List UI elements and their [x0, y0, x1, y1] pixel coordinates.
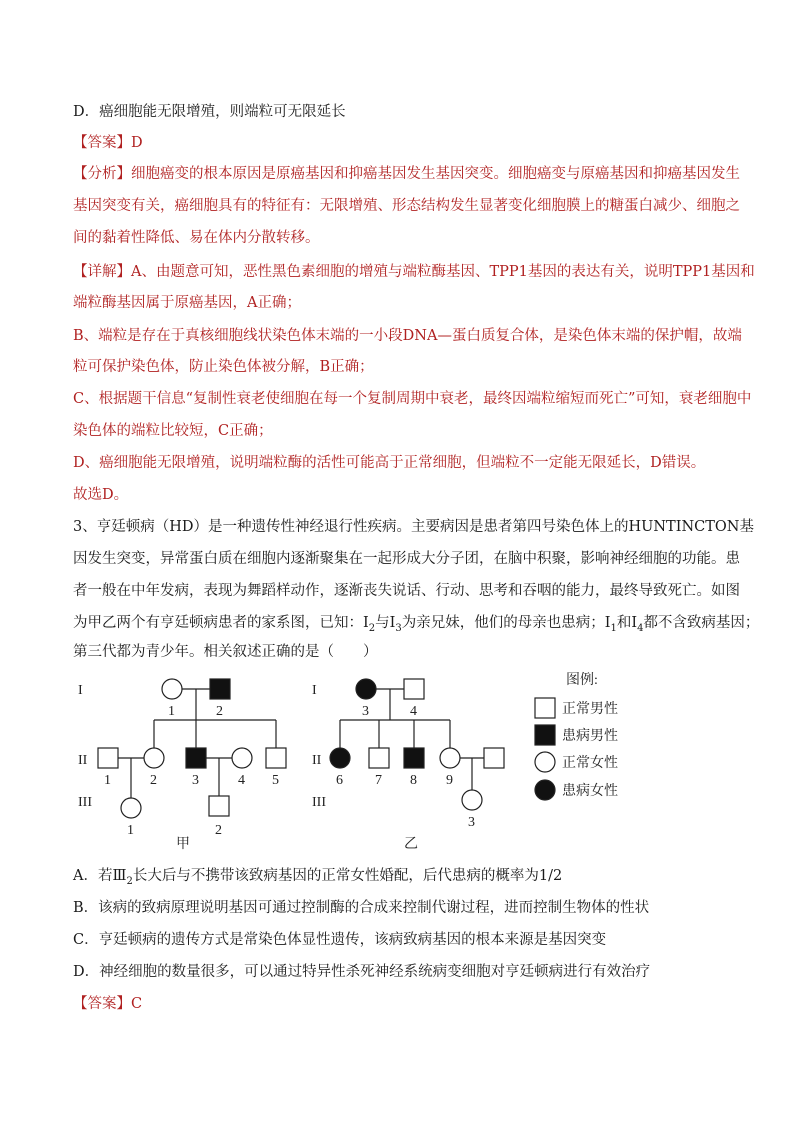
conclusion: 故选D。: [73, 487, 129, 503]
question-line-5: 第三代都为青少年。相关叙述正确的是（ ）: [73, 644, 378, 660]
yi-III3-label: 3: [468, 815, 475, 830]
yi-II6-label: 6: [336, 773, 343, 788]
legend-normal-female: 正常女性: [562, 756, 618, 771]
question-line-1: 3、亨廷顿病（HD）是一种遗传性神经退行性疾病。主要病因是患者第四号染色体上的HUNTINCTON基: [73, 519, 754, 535]
analysis-line-2: 基因突变有关，癌细胞具有的特征有：无限增殖、形态结构发生显著变化细胞膜上的糖蛋白减少、细胞之: [73, 198, 740, 214]
jia-II3-affected-male: [186, 748, 206, 768]
yi-gen-I: I: [312, 683, 317, 698]
q4-part: 为亲兄妹，他们的母亲也患病；I: [401, 615, 611, 631]
q4-part: 为甲乙两个有亨廷顿病患者的家系图，已知：I: [73, 615, 369, 631]
jia-II2-normal-female: [144, 748, 164, 768]
yi-II8-label: 8: [410, 773, 417, 788]
q4-sub: 1: [610, 622, 617, 634]
jia-II1-label: 1: [104, 773, 111, 788]
detail-tag: 【详解】: [73, 264, 131, 280]
yi-II7-normal-male: [369, 748, 389, 768]
jia-gen-III: III: [78, 795, 92, 810]
detail-text: A、由题意可知，恶性黑色素细胞的增殖与端粒酶基因、TPP1基因的表达有关，说明TPP1基因和: [131, 264, 755, 280]
jia-I1-normal-female: [162, 679, 182, 699]
option-c: C．亨廷顿病的遗传方式是常染色体显性遗传，该病致病基因的根本来源是基因突变: [73, 932, 607, 948]
legend-normal-male: 正常男性: [562, 702, 618, 717]
jia-III1-label: 1: [127, 823, 134, 838]
option-b: B．该病的致病原理说明基因可通过控制酶的合成来控制代谢过程，进而控制生物体的性状: [73, 900, 650, 916]
jia-title: 甲: [176, 837, 190, 852]
q4-sub: 4: [637, 622, 644, 634]
yi-II9-normal-female: [440, 748, 460, 768]
legend-normal-female-symbol: [535, 752, 555, 772]
yi-II8-affected-male: [404, 748, 424, 768]
detail-d-1: D、癌细胞能无限增殖，说明端粒酶的活性可能高于正常细胞，但端粒不一定能无限延长，D错误。: [73, 455, 706, 471]
yi-II9-label: 9: [446, 773, 453, 788]
question-line-3: 者一般在中年发病，表现为舞蹈样动作，逐渐丧失说话、行动、思考和吞咽的能力，最终导致死亡。如图: [73, 583, 740, 599]
yi-title: 乙: [404, 837, 418, 852]
option-a-part: 长大后与不携带该致病基因的正常女性婚配，后代患病的概率为1/2: [132, 868, 563, 884]
option-a-sub: 2: [126, 875, 133, 887]
jia-II5-normal-male: [266, 748, 286, 768]
yi-gen-III: III: [312, 795, 326, 810]
jia-II2-label: 2: [150, 773, 157, 788]
analysis-tag: 【分析】: [73, 166, 131, 182]
analysis-line-3: 间的黏着性降低、易在体内分散转移。: [73, 230, 320, 246]
q4-sub: 2: [368, 622, 376, 634]
q4-part: 和I: [616, 615, 638, 631]
legend-affected-female-symbol: [535, 780, 555, 800]
legend-title: 图例:: [566, 673, 598, 688]
jia-II1-normal-male: [98, 748, 118, 768]
legend-affected-male-symbol: [535, 725, 555, 745]
detail-b-1: B、端粒是存在于真核细胞线状染色体末端的一小段DNA—蛋白质复合体，是染色体末端的保护帽，故端: [73, 328, 742, 344]
q4-part: 与I: [375, 615, 396, 631]
jia-II5-label: 5: [272, 773, 279, 788]
detail-line-2: 端粒酶基因属于原癌基因，A正确；: [73, 295, 301, 311]
legend-affected-male: 患病男性: [562, 729, 618, 744]
jia-II4-normal-female: [232, 748, 252, 768]
jia-II3-label: 3: [192, 773, 199, 788]
jia-III2-normal-male: [209, 796, 229, 816]
answer-1: [73, 133, 143, 153]
yi-I4-normal-male: [404, 679, 424, 699]
jia-I2-affected-male: [210, 679, 230, 699]
yi-II-spouse-normal-male: [484, 748, 504, 768]
yi-gen-II: II: [312, 753, 322, 768]
detail-line-1: [73, 262, 755, 282]
jia-gen-II: II: [78, 753, 88, 768]
analysis-text: 细胞癌变的根本原因是原癌基因和抑癌基因发生基因突变。细胞癌变与原癌基因和抑癌基因发生: [131, 166, 740, 182]
answer-value: D: [131, 135, 143, 151]
line-option-d-prev: D．癌细胞能无限增殖，则端粒可无限延长: [73, 104, 346, 120]
jia-III1-normal-female: [121, 798, 141, 818]
yi-I3-affected-female: [356, 679, 376, 699]
option-a-part: A．若Ⅲ: [73, 868, 127, 884]
q4-part: 都不含致病基因；: [643, 615, 760, 631]
detail-b-2: 粒可保护染色体，防止染色体被分解，B正确；: [73, 359, 374, 375]
answer-2: [73, 994, 142, 1014]
answer-tag: 【答案】: [73, 135, 131, 151]
option-a: [73, 866, 562, 892]
jia-III2-label: 2: [215, 823, 222, 838]
answer-tag: 【答案】: [73, 996, 131, 1012]
yi-I3-label: 3: [362, 704, 369, 719]
yi-I4-label: 4: [410, 704, 417, 719]
jia-II4-label: 4: [238, 773, 245, 788]
detail-c-1: C、根据题干信息“复制性衰老使细胞在每一个复制周期中衰老，最终因端粒缩短而死亡”可知，衰老细胞中: [73, 391, 752, 407]
yi-III3-normal-female: [462, 790, 482, 810]
answer-value: C: [131, 996, 143, 1012]
question-line-2: 因发生突变，异常蛋白质在细胞内逐渐聚集在一起形成大分子团，在脑中积聚，影响神经细胞的功能。患: [73, 551, 740, 567]
jia-I2-label: 2: [216, 704, 223, 719]
question-line-4: [73, 613, 759, 639]
jia-I1-label: 1: [168, 704, 175, 719]
yi-II7-label: 7: [375, 773, 382, 788]
analysis-line-1: [73, 164, 740, 184]
q4-sub: 3: [395, 622, 402, 634]
yi-II6-affected-female: [330, 748, 350, 768]
legend-normal-male-symbol: [535, 698, 555, 718]
pedigree-diagram: [0, 660, 794, 860]
option-d: D．神经细胞的数量很多，可以通过特异性杀死神经系统病变细胞对亨廷顿病进行有效治疗: [73, 964, 651, 980]
legend-affected-female: 患病女性: [562, 784, 618, 799]
detail-c-2: 染色体的端粒比较短，C正确；: [73, 423, 273, 439]
jia-gen-I: I: [78, 683, 83, 698]
